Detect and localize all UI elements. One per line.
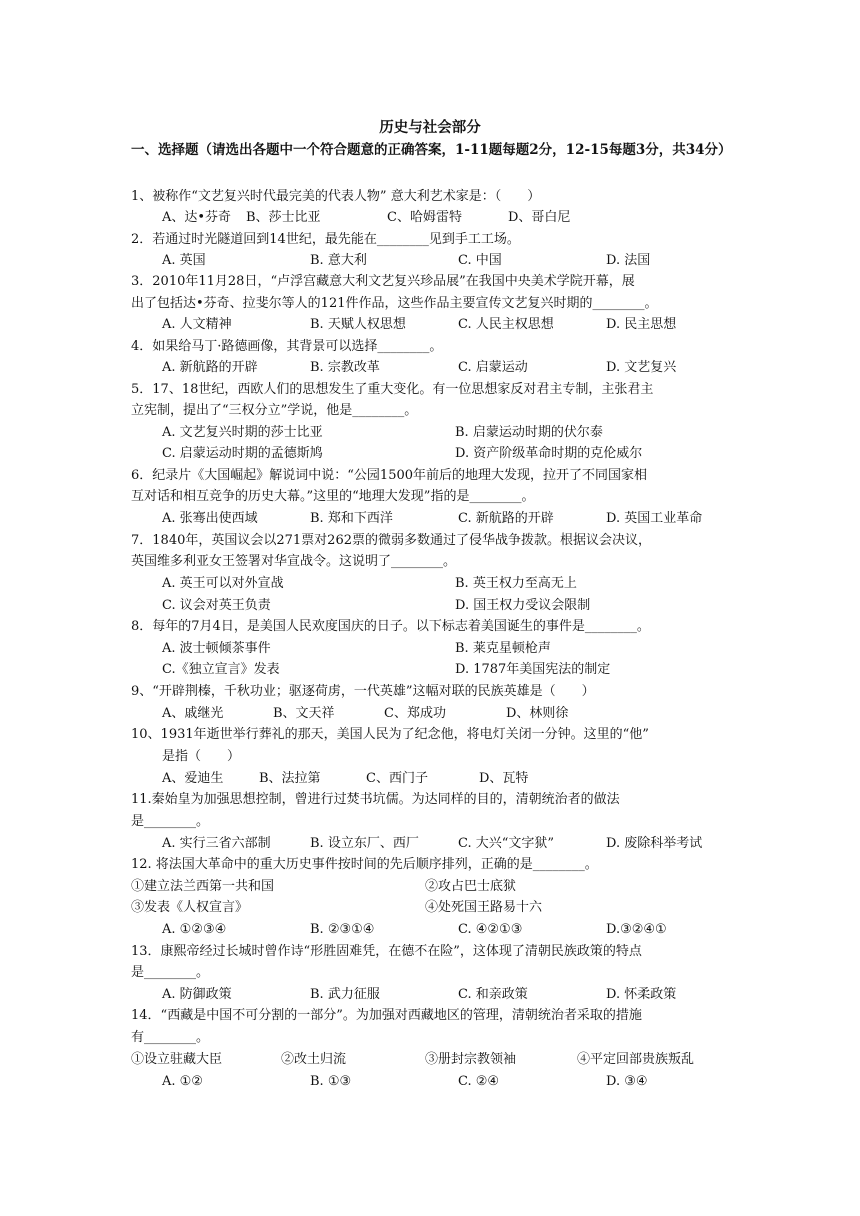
section-header: 一、选择题（请选出各题中一个符合题意的正确答案，1-11题每题2分，12-15每题3分，共34分） bbox=[131, 142, 732, 158]
answer-option: D、瓦特 bbox=[479, 771, 529, 786]
answer-option: C. 中国 bbox=[458, 253, 502, 268]
question-stem-line: 8．每年的7月4日，是美国人民欢度国庆的日子。以下标志着美国诞生的事件是________。 bbox=[131, 619, 650, 634]
answer-option: D. 怀柔政策 bbox=[606, 987, 677, 1002]
question-stem-line: 1、被称作“文艺复兴时代最完美的代表人物” 意大利艺术家是：（ ） bbox=[131, 189, 541, 204]
answer-option: A. 新航路的开辟 bbox=[162, 360, 258, 375]
answer-option: A. 英王可以对外宣战 bbox=[162, 576, 284, 591]
answer-option: D、林则徐 bbox=[506, 706, 569, 721]
statement-item: ②改土归流 bbox=[281, 1052, 347, 1067]
question-stem-line: 13．康熙帝经过长城时曾作诗“形胜固难凭，在德不在险”，这体现了清朝民族政策的特点 bbox=[131, 944, 642, 959]
statement-item: ③册封宗教领袖 bbox=[425, 1052, 517, 1067]
question-stem-line: 是________。 bbox=[131, 965, 210, 980]
answer-option: A、达•芬奇 bbox=[162, 210, 232, 225]
answer-option: D. 法国 bbox=[606, 253, 651, 268]
question-stem-line: 英国维多利亚女王签署对华宣战令。这说明了________。 bbox=[131, 554, 457, 569]
question-stem-line: 互对话和相互竞争的历史大幕。”这里的“地理大发现”指的是________。 bbox=[131, 489, 535, 504]
question-stem-line: 有________。 bbox=[131, 1030, 210, 1045]
question-stem-line: 12. 将法国大革命中的重大历史事件按时间的先后顺序排列，正确的是________。 bbox=[131, 857, 598, 872]
question-stem-line: 5．17、18世纪，西欧人们的思想发生了重大变化。有一位思想家反对君主专制，主张君主 bbox=[131, 382, 654, 397]
answer-option: C、哈姆雷特 bbox=[387, 210, 462, 225]
statement-item: ①建立法兰西第一共和国 bbox=[131, 879, 275, 894]
answer-option: B. 英王权力至高无上 bbox=[455, 576, 577, 591]
answer-option: A. ①② bbox=[162, 1074, 203, 1089]
answer-option: B. 莱克星顿枪声 bbox=[455, 641, 551, 656]
answer-option: B、文天祥 bbox=[273, 706, 335, 721]
answer-option: C. 大兴“文字狱” bbox=[458, 836, 555, 851]
answer-option: B、莎士比亚 bbox=[246, 210, 321, 225]
answer-option: A. 张骞出使西域 bbox=[162, 511, 258, 526]
page-title: 历史与社会部分 bbox=[379, 119, 481, 136]
answer-option: B. 启蒙运动时期的伏尔泰 bbox=[455, 425, 603, 440]
answer-option: D. 资产阶级革命时期的克伦威尔 bbox=[455, 446, 643, 461]
answer-option: C、郑成功 bbox=[384, 706, 446, 721]
statement-item: ②攻占巴士底狱 bbox=[425, 879, 517, 894]
answer-option: A、戚继光 bbox=[162, 706, 224, 721]
answer-option: D.③②④① bbox=[606, 922, 667, 937]
answer-option: D. 英国工业革命 bbox=[606, 511, 703, 526]
question-stem-line: 4．如果给马丁·路德画像，其背景可以选择________。 bbox=[131, 339, 443, 354]
question-stem-line: 2．若通过时光隧道回到14世纪，最先能在________见到手工工场。 bbox=[131, 232, 520, 247]
answer-option: C. 启蒙运动时期的孟德斯鸠 bbox=[162, 446, 323, 461]
answer-option: A. 英国 bbox=[162, 253, 206, 268]
answer-option: A. 实行三省六部制 bbox=[162, 836, 271, 851]
answer-option: B. 郑和下西洋 bbox=[310, 511, 393, 526]
question-stem-line: 立宪制，提出了“三权分立”学说，他是________。 bbox=[131, 403, 418, 418]
question-stem-line: 是________。 bbox=[131, 814, 210, 829]
question-stem-line: 9、“开辟荆榛，千秋功业；驱逐荷虏，一代英雄”这幅对联的民族英雄是（ ） bbox=[131, 684, 595, 699]
question-stem-line: 11.秦始皇为加强思想控制，曾进行过焚书坑儒。为达同样的目的，清朝统治者的做法 bbox=[131, 792, 620, 807]
answer-option: C. 新航路的开辟 bbox=[458, 511, 554, 526]
question-stem-line: 6．纪录片《大国崛起》解说词中说：“公园1500年前后的地理大发现，拉开了不同国家相 bbox=[131, 468, 648, 483]
statement-item: ①设立驻藏大臣 bbox=[131, 1052, 223, 1067]
answer-option: D、哥白尼 bbox=[508, 210, 571, 225]
answer-option: C. ④②①③ bbox=[458, 922, 523, 937]
statement-item: ④平定回部贵族叛乱 bbox=[577, 1052, 695, 1067]
answer-option: C. ②④ bbox=[458, 1074, 500, 1089]
answer-option: A. 防御政策 bbox=[162, 987, 232, 1002]
answer-option: A. ①②③④ bbox=[162, 922, 227, 937]
question-stem-line: 出了包括达•芬奇、拉斐尔等人的121件作品，这些作品主要宣传文艺复兴时期的________。 bbox=[131, 296, 658, 311]
answer-option: B. ②③①④ bbox=[310, 922, 375, 937]
answer-option: B、法拉第 bbox=[259, 771, 321, 786]
question-stem-line: 14．“西藏是中国不可分割的一部分”。为加强对西藏地区的管理，清朝统治者采取的措施 bbox=[131, 1008, 642, 1023]
answer-option: C.《独立宣言》发表 bbox=[162, 662, 280, 677]
answer-option: B. 天赋人权思想 bbox=[310, 317, 406, 332]
answer-option: B. ①③ bbox=[310, 1074, 352, 1089]
answer-option: A. 波士顿倾茶事件 bbox=[162, 641, 271, 656]
statement-item: ③发表《人权宣言》 bbox=[131, 900, 249, 915]
answer-option: C、西门子 bbox=[366, 771, 428, 786]
answer-option: B. 意大利 bbox=[310, 253, 367, 268]
answer-option: C. 议会对英王负责 bbox=[162, 598, 271, 613]
question-stem-line: 10、1931年逝世举行葬礼的那天，美国人民为了纪念他，将电灯关闭一分钟。这里的“他” bbox=[131, 727, 649, 742]
answer-option: C. 和亲政策 bbox=[458, 987, 528, 1002]
answer-option: D. 废除科举考试 bbox=[606, 836, 703, 851]
answer-option: D. 国王权力受议会限制 bbox=[455, 598, 591, 613]
answer-option: D. 文艺复兴 bbox=[606, 360, 677, 375]
question-stem-line: 是指（ ） bbox=[162, 749, 241, 764]
answer-option: B. 宗教改革 bbox=[310, 360, 380, 375]
answer-option: B. 设立东厂、西厂 bbox=[310, 836, 419, 851]
answer-option: A. 人文精神 bbox=[162, 317, 232, 332]
answer-option: A. 文艺复兴时期的莎士比亚 bbox=[162, 425, 323, 440]
question-stem-line: 7．1840年，英国议会以271票对262票的微弱多数通过了侵华战争拨款。根据议会决议， bbox=[131, 533, 651, 548]
answer-option: B. 武力征服 bbox=[310, 987, 380, 1002]
answer-option: D. 1787年美国宪法的制定 bbox=[455, 662, 611, 677]
answer-option: C. 人民主权思想 bbox=[458, 317, 554, 332]
answer-option: A、爱迪生 bbox=[162, 771, 224, 786]
answer-option: C. 启蒙运动 bbox=[458, 360, 528, 375]
answer-option: D. ③④ bbox=[606, 1074, 648, 1089]
question-stem-line: 3．2010年11月28日，“卢浮宫藏意大利文艺复兴珍品展”在我国中央美术学院开幕，展 bbox=[131, 274, 635, 289]
answer-option: D. 民主思想 bbox=[606, 317, 677, 332]
statement-item: ④处死国王路易十六 bbox=[425, 900, 543, 915]
